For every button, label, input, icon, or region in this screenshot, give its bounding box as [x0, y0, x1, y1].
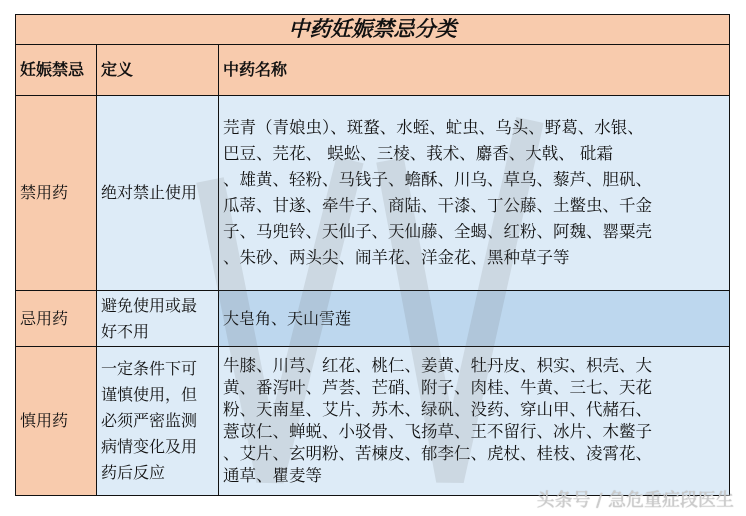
- table-title: 中药妊娠禁忌分类: [16, 15, 730, 45]
- pregnancy-contraindication-table: [15, 14, 730, 496]
- watermark-text: 头条号 / 急危重症段医生: [536, 490, 734, 511]
- table-row: [16, 96, 730, 291]
- header-drugs: 中药名称: [219, 45, 730, 96]
- category-cell: 禁用药: [16, 96, 97, 291]
- definition-cell: 避免使用或最 好不用: [97, 291, 219, 347]
- drugs-cell: 大皂角、天山雪莲: [219, 291, 730, 347]
- definition-cell: 一定条件下可 谨慎使用，但 必须严密监测 病情变化及用 药后反应: [97, 347, 219, 496]
- category-cell: 慎用药: [16, 347, 97, 496]
- drugs-cell: 芫青（青娘虫）、斑蝥、水蛭、虻虫、乌头、野葛、水银、 巴豆、芫花、 蜈蚣、三棱、莪术、麝香、大戟、 砒霜 、雄黄、轻粉、马钱子、蟾酥、川乌、草乌、藜芦、胆矾、 瓜蒂、甘遂、牵牛子、商陆、干漆、丁公藤、土鳖虫、千金 子、马兜铃、天仙子、天仙藤、全蝎、红粉、阿魏、罂粟壳 、朱砂、两头尖、闹羊花、洋金花、黑种草子等: [219, 96, 730, 291]
- category-cell: 忌用药: [16, 291, 97, 347]
- table-row: [16, 291, 730, 347]
- table-row: [16, 347, 730, 496]
- definition-cell: 绝对禁止使用: [97, 96, 219, 291]
- header-definition: 定义: [97, 45, 219, 96]
- header-category: 妊娠禁忌: [16, 45, 97, 96]
- drugs-cell: 牛膝、川芎、红花、桃仁、姜黄、牡丹皮、枳实、枳壳、大 黄、番泻叶、芦荟、芒硝、附子、肉桂、牛黄、三七、天花 粉、天南星、艾片、苏木、绿矾、没药、穿山甲、代赭石、 薏苡仁、蝉蜕、小驳骨、飞扬草、王不留行、冰片、木鳖子 、艾片、玄明粉、苦楝皮、郁李仁、虎杖、桂枝、凌霄花、 通草、瞿麦等: [219, 347, 730, 496]
